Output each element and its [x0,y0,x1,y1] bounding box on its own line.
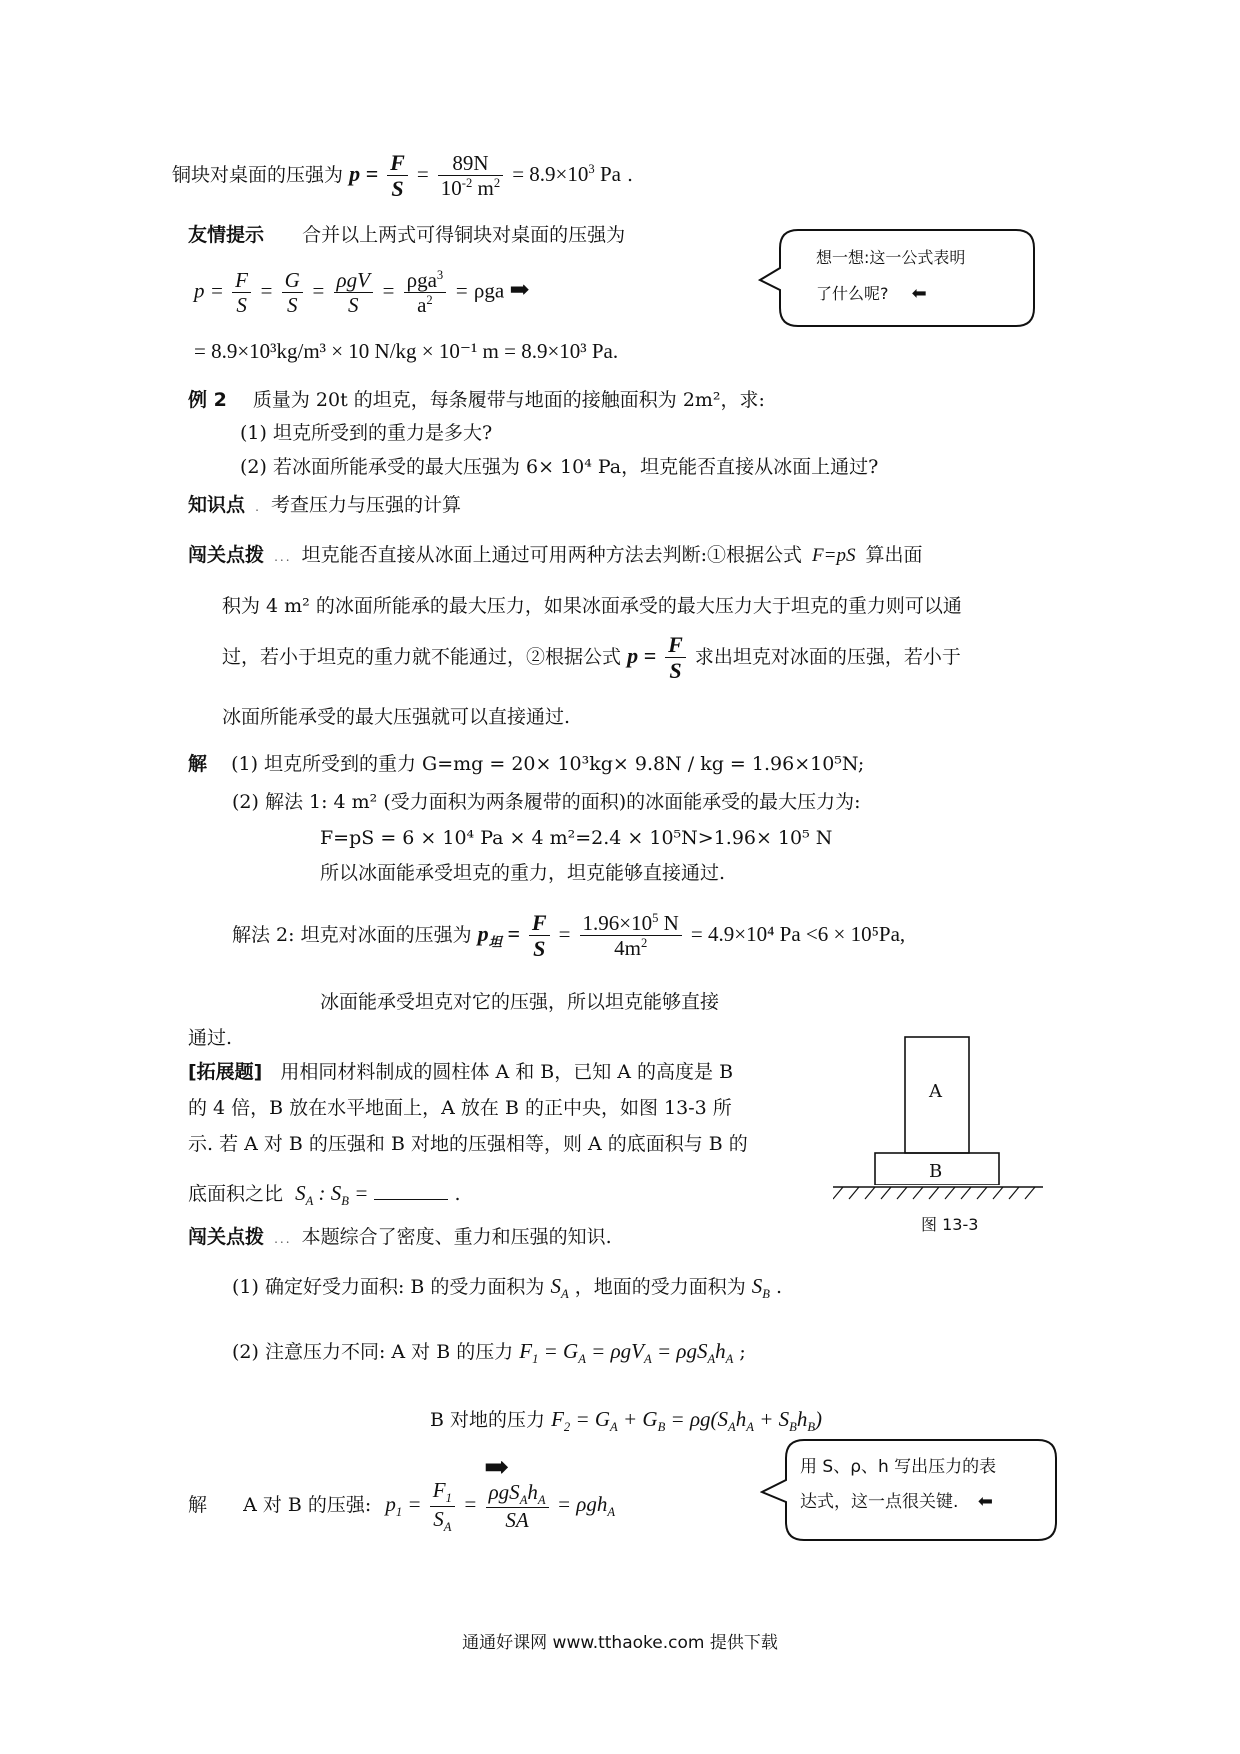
knowledge-label: 知识点 [188,494,246,516]
copper-pressure-text: 铜块对桌面的压强为 [172,163,344,186]
tip2-f2-formula: $F_2 = G_A + G_B = \rho g(S_Ah_A + S_Bh_B)$ [551,1407,823,1435]
solution-tank-fraction: $\frac{1.96\times 10^5 N}{4m^2}$ [580,911,682,960]
tip1-dots: ... [274,550,292,564]
solution2-line [188,1478,615,1534]
tip2-f1-formula: $F_1 = G_A = \rho gV_A = \rho gS_Ah_A$ [519,1339,734,1367]
solution-eq: = [558,921,571,946]
extension-period: . [454,1183,461,1205]
bubble1-line1: 想一想:这一公式表明 [816,248,966,267]
tip1-text1: 坦克能否直接从冰面上通过可用两种方法去判断:①根据公式 [301,544,802,566]
ground-hatching [833,1185,1043,1201]
figure-caption: 图 13-3 [921,1215,979,1234]
bubble2-line1: 用 S、ρ、h 写出压力的表 [800,1457,997,1477]
tip1-line4: 冰面所能承受的最大压强就可以直接通过. [222,706,571,728]
tip2-p3-text: B 对地的压力 [430,1409,546,1431]
copper-pressure-line [172,150,633,202]
bubble2-line2-wrap [800,1490,993,1513]
solution-line1 [188,752,864,777]
tip2-label: 闯关点拨 [188,1226,265,1248]
example2-label: 例 2 [188,389,227,411]
tip1-text3a: 过，若小于坦克的重力就不能通过，②根据公式 [222,645,622,668]
tip1-text3b: 求出坦克对冰面的压强，若小于 [694,645,961,668]
tip1-line1 [188,543,923,569]
extension-ratio: $S_A$ : $S_B$ = [295,1181,369,1209]
tip2-sa: $S_A$ [550,1274,569,1302]
tip2-dots: ... [274,1232,292,1246]
solution-label: 解 [188,753,208,775]
tip1-label: 闯关点拨 [188,544,265,566]
tip2-p1-text: (1) 确定好受力面积: B 的受力面积为 [232,1276,545,1298]
solution-s4: 所以冰面能承受坦克的重力，坦克能够直接通过. [320,862,726,884]
left-arrow-icon: ⬅ [911,283,927,304]
bold-right-arrow-icon: ➡ [484,1450,510,1485]
solution-s1: (1) 坦克所受到的重力 G=mg = 20× 10³kg× 9.8N / kg = 1.96×10⁵N; [231,753,865,775]
hint-line [188,223,625,248]
knowledge-line [188,493,461,518]
knowledge-text: 考查压力与压强的计算 [270,494,461,516]
figure-label-b: B [929,1161,943,1182]
hint-text: 合并以上两式可得铜块对桌面的压强为 [302,224,626,246]
formula-89n-fraction: $\frac{89N}{10^{-2} m^2}$ [438,151,503,200]
formula-p-eq: p = [349,160,379,186]
tip2-p1-period: . [776,1276,783,1298]
solution2-text: A 对 B 的压强: [243,1493,372,1516]
footer: 通通好课网 www.tthaoke.com 提供下载 [462,1633,778,1653]
extension-line4 [188,1180,461,1210]
knowledge-dots: . [255,500,261,514]
example2-q1: (1) 坦克所受到的重力是多大? [240,422,493,444]
tip2-p2-semicolon: ; [739,1341,746,1363]
tip2-text: 本题综合了密度、重力和压强的知识. [301,1226,612,1248]
derivation-result: = 8.9×10³kg/m³ × 10 N/kg × 10⁻¹ m = 8.9×10³ Pa. [194,339,619,363]
tip2-p1 [232,1273,782,1303]
tip1-f-over-s: $\frac{F}{S}$ [665,632,686,684]
extension-text1: 用相同材料制成的圆柱体 A 和 B，已知 A 的高度是 B [280,1061,734,1083]
answer-blank[interactable] [374,1181,448,1200]
extension-line3: 示. 若 A 对 B 的压强和 B 对地的压强相等，则 A 的底面积与 B 的 [188,1133,748,1155]
extension-label: [拓展题] [188,1061,263,1083]
derivation-formula: p = $\frac{F}{S}$ = $\frac{G}{S}$ = $\frac{\text{ρgV}}{S}$ = $\frac{\rho ga^3}{a^2}$ = ρga ➡ [194,268,530,318]
tip2-p3 [430,1406,822,1436]
tip2-p2 [232,1338,746,1368]
extension-line1 [188,1060,733,1085]
right-arrow-icon: ➡ [509,277,530,304]
tip2-sb: $S_B$ [751,1274,770,1302]
tip2-p2-text: (2) 注意压力不同: A 对 B 的压力 [232,1341,514,1363]
tip1-line3 [222,632,961,684]
solution-p-tank: $p_坦$ = [477,920,520,950]
formula-eq: = [416,161,429,186]
tip1-line2: 积为 4 m² 的冰面所能承的最大压力，如果冰面承受的最大压力大于坦克的重力则可以通 [222,595,962,617]
example2-text: 质量为 20t 的坦克，每条履带与地面的接触面积为 2m²，求: [252,389,765,411]
formula-f-over-s: $\frac{F}{S}$ [387,150,408,202]
extension-line2: 的 4 倍，B 放在水平地面上，A 放在 B 的正中央，如图 13-3 所 [188,1097,732,1119]
formula-result: = $8.9\times 10^3$ Pa [512,161,621,186]
solution-s6: 冰面能承受坦克对它的压强，所以坦克能够直接 [320,991,720,1013]
tip1-formula: F=pS [812,545,856,566]
solution2-label: 解 [188,1493,208,1516]
figure-label-a: A [929,1081,942,1102]
example2-line [188,388,765,413]
solution-s5-prefix: 解法 2: 坦克对冰面的压强为 [232,923,472,946]
bubble1-line2-wrap [816,282,927,305]
tip1-p-formula: p = [627,642,657,668]
solution-s7: 通过. [188,1027,233,1049]
solution2-formula: $p_1$ = $\frac{F_1}{S_A}$ = $\frac{\rho gS_Ah_A}{SA}$ = ρgh$_A$ [385,1478,616,1534]
tip2-p1-mid: ，地面的受力面积为 [574,1276,746,1298]
tip2-line [188,1225,612,1250]
example2-q2: (2) 若冰面所能承受的最大压强为 6× 10⁴ Pa，坦克能否直接从冰面上通过? [240,456,879,478]
solution-s2: (2) 解法 1: 4 m² (受力面积为两条履带的面积)的冰面能承受的最大压力为: [232,791,861,813]
bubble1-line2: 了什么呢? [816,284,889,303]
solution-f-over-s: $\frac{F}{S}$ [529,910,550,962]
solution-s5-suffix: = 4.9×10⁴ Pa <6 × 10⁵Pa, [690,921,906,946]
figure-13-3 [835,1035,1055,1185]
hint-label: 友情提示 [188,224,265,246]
line1-period: . [627,163,634,186]
left-arrow-icon: ⬅ [977,1491,993,1512]
solution-s5 [232,910,905,962]
extension-text4: 底面积之比 [188,1183,284,1205]
solution-s3: F=pS = 6 × 10⁴ Pa × 4 m²=2.4 × 10⁵N>1.96× 10⁵ N [320,827,833,849]
bubble2-line2: 达式，这一点很关键. [800,1492,959,1512]
tip1-text1-end: 算出面 [865,544,923,566]
